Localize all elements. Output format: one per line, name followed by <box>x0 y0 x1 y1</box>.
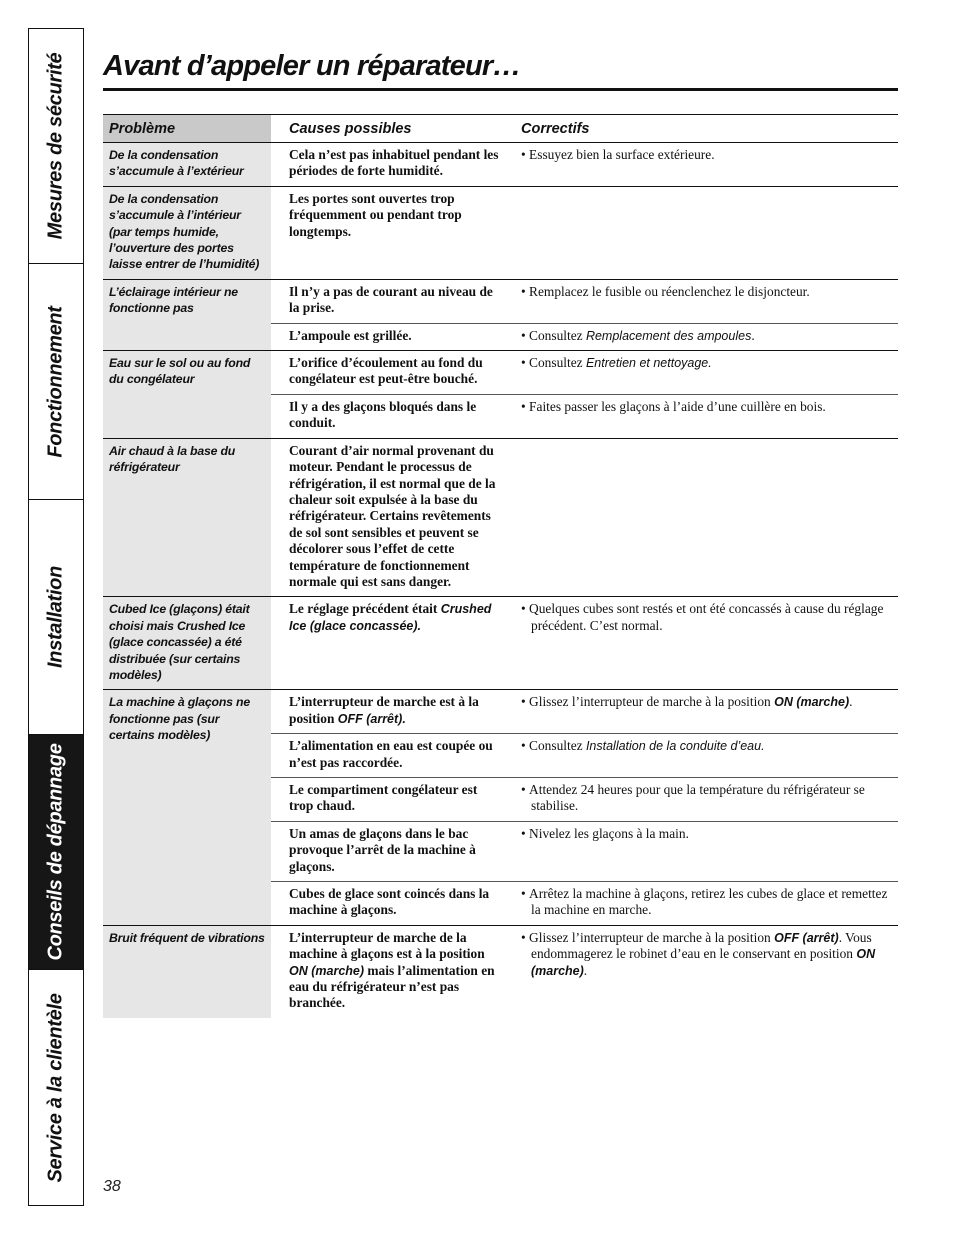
tab-mesures-de-securite[interactable] <box>29 29 83 264</box>
page-number: 38 <box>103 1178 121 1195</box>
fix-text: Faites passer les glaçons à l’aide d’une cuillère en bois. <box>529 398 826 414</box>
cause-text: mais l’alimentation en eau du réfrigérateur n’est pas branchée. <box>289 962 495 1011</box>
fix-keyword: ON (marche) <box>774 695 850 710</box>
table-row <box>103 925 898 1018</box>
fix-text: Consultez <box>529 327 586 343</box>
fix-reference: Entretien et nettoyage. <box>585 356 712 371</box>
fix-reference: Remplacement des ampoules <box>585 328 752 343</box>
tab-service-a-la-clientele[interactable] <box>29 970 83 1206</box>
fix-cell <box>509 279 898 323</box>
fix-cell <box>509 351 898 395</box>
fix-text: Nivelez les glaçons à la main. <box>529 825 689 841</box>
fix-bullet <box>521 355 892 371</box>
fix-text: Glissez l’interrupteur de marche à la position <box>529 929 775 945</box>
cause-cell: Il y a des glaçons bloqués dans le conduit. <box>271 394 509 438</box>
fix-cell <box>509 821 898 881</box>
tab-label: Mesures de sécurité <box>44 52 67 240</box>
table-row <box>103 143 898 187</box>
page-title: Avant d’appeler un réparateur… <box>103 50 521 82</box>
tab-label: Conseils de dépannage <box>44 743 67 961</box>
fix-cell <box>509 597 898 690</box>
fix-cell <box>509 438 898 597</box>
problem-cell: Eau sur le sol ou au fond du congélateur <box>103 351 271 439</box>
fix-bullet <box>521 601 892 634</box>
fix-cell <box>509 323 898 350</box>
fix-text: Arrêtez la machine à glaçons, retirez les cubes de glace et remettez la machine en marche. <box>529 886 888 918</box>
cause-cell <box>271 925 509 1018</box>
fix-cell <box>509 734 898 778</box>
problem-cell: Cubed Ice (glaçons) était choisi mais Crushed Ice (glace concassée) a été distribuée (sur certains modèles) <box>103 597 271 690</box>
fix-text: Consultez <box>529 738 586 754</box>
fix-keyword: OFF (arrêt) <box>774 930 839 945</box>
fix-cell <box>509 143 898 187</box>
side-tabs <box>28 28 84 1206</box>
table-row <box>103 351 898 395</box>
tab-label: Installation <box>44 566 67 668</box>
cause-cell: Les portes sont ouvertes trop fréquemment ou pendant trop longtemps. <box>271 186 509 279</box>
fix-cell <box>509 690 898 734</box>
cause-text: L’interrupteur de marche est à la position <box>289 694 479 726</box>
troubleshooting-table <box>103 114 898 1018</box>
cause-cell: Un amas de glaçons dans le bac provoque l’arrêt de la machine à glaçons. <box>271 821 509 881</box>
fix-text: . <box>849 694 853 710</box>
cause-cell: Il n’y a pas de courant au niveau de la prise. <box>271 279 509 323</box>
tab-installation[interactable] <box>29 500 83 735</box>
cause-cell: Cubes de glace sont coincés dans la machine à glaçons. <box>271 882 509 926</box>
table-row <box>103 597 898 690</box>
fix-text: Quelques cubes sont restés et ont été concassés à cause du réglage précédent. C’est normal. <box>529 601 884 633</box>
fix-bullet <box>521 782 892 815</box>
cause-cell: Le compartiment congélateur est trop chaud. <box>271 778 509 822</box>
header-fix: Correctifs <box>509 115 898 143</box>
fix-bullet <box>521 886 892 919</box>
fix-keyword: ON (marche) <box>531 947 876 978</box>
cause-keyword: Crushed Ice (glace concassée). <box>289 602 492 633</box>
header-cause: Causes possibles <box>271 115 509 143</box>
cause-keyword: OFF (arrêt). <box>337 711 406 726</box>
tab-conseils-de-depannage[interactable] <box>29 735 83 970</box>
tab-label: Service à la clientèle <box>44 993 67 1183</box>
fix-text: Essuyez bien la surface extérieure. <box>529 147 715 162</box>
table-row <box>103 690 898 734</box>
fix-text: . <box>751 327 755 343</box>
title-rule <box>103 88 898 91</box>
fix-cell <box>509 186 898 279</box>
tab-fonctionnement[interactable] <box>29 264 83 500</box>
cause-keyword: ON (marche) <box>289 963 365 978</box>
problem-cell: La machine à glaçons ne fonctionne pas (sur certains modèles) <box>103 690 271 925</box>
problem-cell: De la condensation s’accumule à l’intérieur (par temps humide, l’ouverture des portes laisse entrer de l’humidité) <box>103 186 271 279</box>
cause-cell: Courant d’air normal provenant du moteur. Pendant le processus de réfrigération, il est normal que de la chaleur soit expulsée à la base du réfrigérateur. Certains revêtements de sol sont sensibles et peuvent se décolorer sous l’effet de cette température de fonctionnement normale qui est sans danger. <box>271 438 509 597</box>
table-row <box>103 186 898 279</box>
fix-bullet <box>521 694 892 710</box>
fix-bullet <box>521 399 892 415</box>
fix-bullet <box>521 284 892 300</box>
fix-cell <box>509 882 898 926</box>
fix-text: . <box>583 962 588 978</box>
cause-cell: L’orifice d’écoulement au fond du congélateur est peut-être bouché. <box>271 351 509 395</box>
table-row <box>103 438 898 597</box>
fix-bullet <box>521 930 892 979</box>
problem-cell: De la condensation s’accumule à l’extérieur <box>103 143 271 187</box>
table-row <box>103 279 898 323</box>
problem-cell: Bruit fréquent de vibrations <box>103 925 271 1018</box>
table-header-row <box>103 115 898 143</box>
fix-cell <box>509 925 898 1018</box>
fix-bullet <box>521 826 892 842</box>
header-problem: Problème <box>103 115 271 143</box>
cause-text: L’interrupteur de marche de la machine à glaçons est à la position <box>289 929 485 962</box>
cause-cell <box>271 690 509 734</box>
fix-text: Remplacez le fusible ou réenclenchez le disjoncteur. <box>529 283 810 299</box>
fix-cell <box>509 394 898 438</box>
fix-text: Glissez l’interrupteur de marche à la position <box>529 694 775 710</box>
cause-cell: L’alimentation en eau est coupée ou n’est pas raccordée. <box>271 734 509 778</box>
problem-cell: Air chaud à la base du réfrigérateur <box>103 438 271 597</box>
fix-bullet <box>521 147 892 163</box>
table-body <box>103 143 898 1018</box>
cause-text: Le réglage précédent était <box>289 601 441 617</box>
fix-bullet <box>521 328 892 344</box>
cause-cell: L’ampoule est grillée. <box>271 323 509 350</box>
cause-cell: Cela n’est pas inhabituel pendant les périodes de forte humidité. <box>271 143 509 187</box>
problem-cell: L’éclairage intérieur ne fonctionne pas <box>103 279 271 350</box>
fix-reference: Installation de la conduite d’eau. <box>585 739 765 754</box>
cause-cell <box>271 597 509 690</box>
tab-label: Fonctionnement <box>44 305 67 458</box>
fix-cell <box>509 778 898 822</box>
fix-text: . Vous endommagerez le robinet d’eau en le conservant en position <box>531 929 872 962</box>
fix-bullet <box>521 738 892 754</box>
fix-text: Attendez 24 heures pour que la température du réfrigérateur se stabilise. <box>529 782 865 814</box>
fix-text: Consultez <box>529 355 586 371</box>
